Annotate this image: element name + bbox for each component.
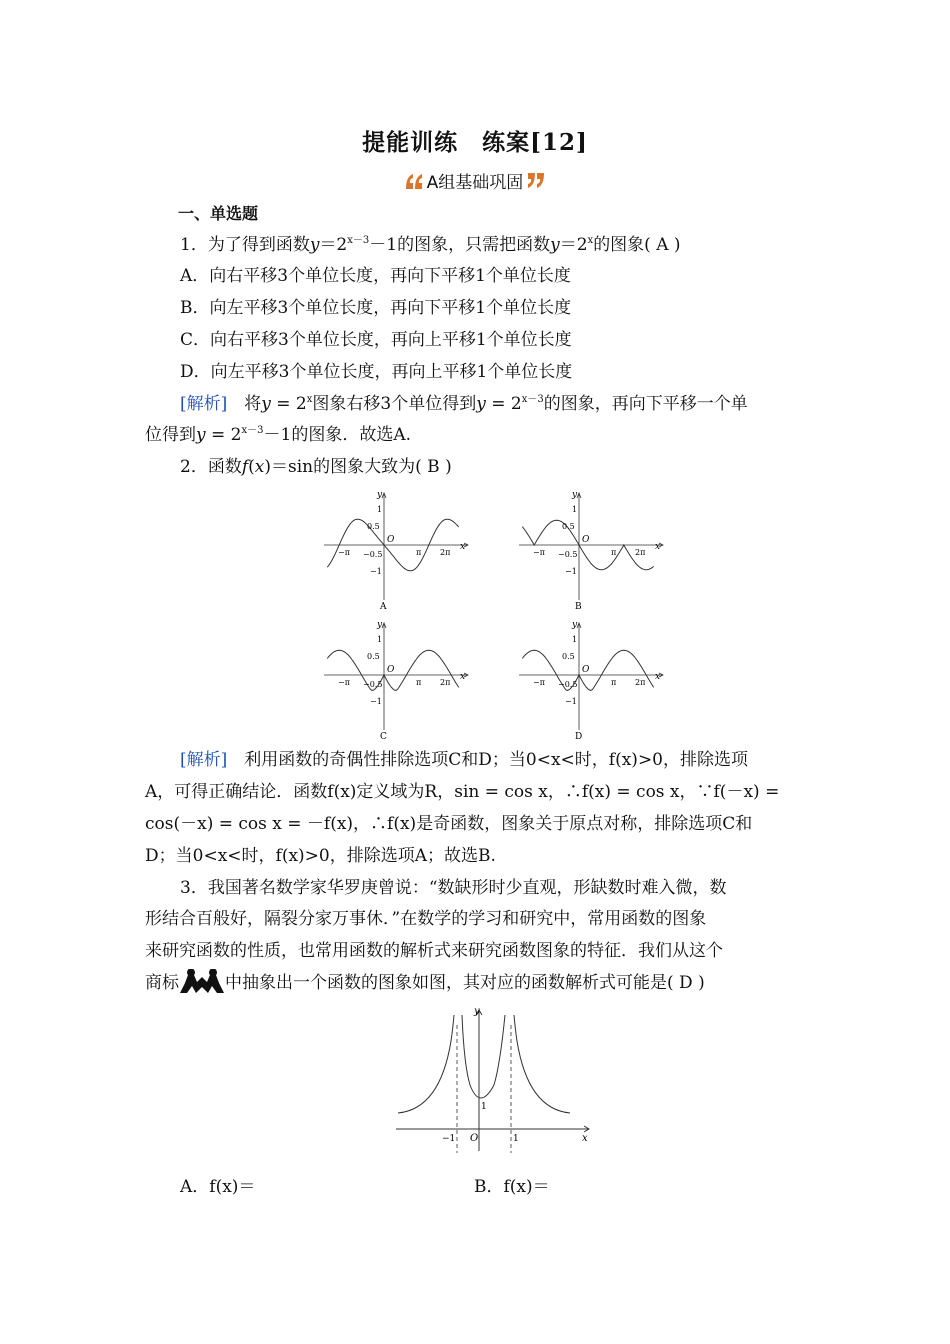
q2-panel-d-label-y: y bbox=[572, 620, 578, 630]
q1-analysis-line1 bbox=[180, 393, 845, 415]
q2-close: ) bbox=[445, 457, 452, 477]
q2-panel-d-label-two-pi: 2π bbox=[635, 678, 646, 687]
q2-answer: B bbox=[427, 457, 440, 477]
q2-panel-a-label-pi: π bbox=[416, 548, 422, 557]
q2-stem: 2．函数f(x)＝sin的图象大致为( B ) bbox=[180, 457, 452, 477]
q1-a-y2: y bbox=[476, 394, 486, 414]
q2-panel-b-label-neg-half: −0.5 bbox=[558, 550, 578, 559]
q2-panel-c-label-pi: π bbox=[416, 678, 422, 687]
q2-panel-c-label-two-pi: 2π bbox=[440, 678, 451, 687]
group-badge bbox=[404, 168, 547, 193]
q1-a-eq2: = 2 bbox=[485, 394, 522, 414]
page-title: 提能训练 练案[12] bbox=[362, 129, 588, 156]
q1-stem bbox=[180, 234, 845, 256]
q3-label-one: 1 bbox=[513, 1134, 519, 1144]
q2-panel-d-label-neg-one: −1 bbox=[565, 697, 577, 706]
q3-option-b: B．f(x)＝ bbox=[474, 1177, 550, 1197]
q1-analysis-line2 bbox=[145, 424, 810, 446]
q3-line4b: 中抽象出一个函数的图象如图，其对应的函数解析式可能是( bbox=[225, 973, 674, 993]
q2-stem-pre: 2．函数 bbox=[180, 457, 242, 477]
q1-answer: A bbox=[656, 235, 669, 255]
q3-close: ) bbox=[698, 973, 705, 993]
q3-curve-left bbox=[398, 1015, 454, 1113]
q2-panel-a-label-two-pi: 2π bbox=[440, 548, 451, 557]
q2-panel-d-label-neg-half: −0.5 bbox=[558, 680, 578, 689]
q3-label-y-one: 1 bbox=[481, 1102, 487, 1112]
q2-panel-b-label-x: x bbox=[655, 542, 661, 552]
q2-panel-c-label-neg-half: −0.5 bbox=[363, 680, 383, 689]
q1-analysis-1c: 的图象，再向下平移一个单 bbox=[543, 394, 748, 414]
q2-panel-b-label-neg-one: −1 bbox=[565, 567, 577, 576]
q3-answer: D bbox=[679, 973, 693, 993]
q2-analysis-tag: [解析] bbox=[180, 750, 228, 770]
q1-var-y2: y bbox=[550, 235, 560, 255]
q3-line4 bbox=[145, 969, 810, 994]
q3-line3: 来研究函数的性质，也常用函数的解析式来研究函数图象的特征．我们从这个 bbox=[145, 941, 723, 961]
q1-exp-a: x－3 bbox=[347, 235, 370, 246]
q2-panel-a-label-neg-half: −0.5 bbox=[363, 550, 383, 559]
q1-a-exp2: x－3 bbox=[521, 394, 544, 405]
q3-label-neg-one: −1 bbox=[442, 1134, 456, 1144]
q1-analysis-2b: －1的图象．故选A. bbox=[263, 425, 411, 445]
q2-panel-c-label-neg-one: −1 bbox=[370, 697, 382, 706]
q1-var-y: y bbox=[309, 235, 320, 255]
q1-analysis-tag: [解析] bbox=[180, 394, 228, 414]
q2-analysis-line1 bbox=[180, 749, 845, 771]
open-quote-icon bbox=[404, 171, 424, 191]
q1-option-c: C．向右平移3个单位长度，再向上平移1个单位长度 bbox=[180, 330, 572, 350]
q1-option-b: B．向左平移3个单位长度，再向下平移1个单位长度 bbox=[180, 298, 572, 318]
q1-a-exp3: x－3 bbox=[241, 425, 264, 436]
q2-panel-d-label-x: x bbox=[655, 672, 661, 682]
q2-panel-a-label-x: x bbox=[460, 542, 466, 552]
q3-curve-middle bbox=[462, 1015, 505, 1098]
q3-label-x: x bbox=[582, 1133, 588, 1144]
close-quote-icon bbox=[526, 171, 546, 191]
q1-a-eq3: = 2 bbox=[205, 425, 242, 445]
q1-a-y1: y bbox=[261, 394, 271, 414]
section-heading: 一、单选题 bbox=[178, 204, 259, 223]
q2-f: f bbox=[241, 457, 249, 477]
q2-panel-b-label-pi: π bbox=[611, 548, 617, 557]
group-heading-text: A组基础巩固 bbox=[426, 173, 524, 193]
q1-a-eq1: = 2 bbox=[270, 394, 307, 414]
q1-analysis-1a: 将 bbox=[227, 394, 262, 414]
q2-panel-d-caption: D bbox=[575, 732, 583, 742]
q2-figure bbox=[320, 488, 670, 743]
q2-panel-c-caption: C bbox=[380, 732, 387, 742]
q1-stem-pre: 1．为了得到函数 bbox=[180, 235, 310, 255]
q2-panel-a-label-half: 0.5 bbox=[367, 522, 380, 531]
group-heading bbox=[0, 168, 950, 196]
q3-graph bbox=[392, 1005, 592, 1155]
q2-panel-c-label-y: y bbox=[377, 620, 383, 630]
q1-stem-mid2: 的图象( bbox=[593, 235, 651, 255]
q2-panel-b-label-o: O bbox=[582, 535, 590, 545]
q2-panel-b-label-y: y bbox=[572, 490, 578, 500]
q3-line4a: 商标 bbox=[145, 973, 179, 993]
q2-panel-b-label-half: 0.5 bbox=[562, 522, 575, 531]
q2-panel-b-label-two-pi: 2π bbox=[635, 548, 646, 557]
q2-panel-c-label-neg-pi: −π bbox=[338, 678, 350, 687]
q2-panel-d-label-o: O bbox=[582, 665, 590, 675]
q3-option-a: A．f(x)＝ bbox=[180, 1177, 256, 1197]
q2-analysis-line2: A，可得正确结论．函数f(x)定义域为R，sin = cos x，∴f(x) = cos x，∵f(－x) = bbox=[145, 782, 780, 802]
q2-panel-a-label-o: O bbox=[387, 535, 395, 545]
q2-analysis-line3: cos(－x) = cos x = －f(x)，∴f(x)是奇函数，图象关于原点对称，排除选项C和 bbox=[145, 814, 753, 834]
q2-panel-b-caption: B bbox=[575, 602, 582, 612]
kappa-logo-icon bbox=[179, 969, 225, 993]
q1-a-exp1: x bbox=[306, 394, 313, 405]
q3-line1: 3．我国著名数学家华罗庚曾说：“数缺形时少直观，形缺数时难入微，数 bbox=[180, 878, 727, 898]
q2-stem-post: ＝sin的图象大致为( bbox=[271, 457, 422, 477]
q1-exp-b: x bbox=[587, 235, 594, 246]
q1-a-y3: y bbox=[196, 425, 206, 445]
q2-panel-c-label-x: x bbox=[460, 672, 466, 682]
q1-analysis-1b: 图象右移3个单位得到 bbox=[312, 394, 477, 414]
q2-panel-a-label-neg-one: −1 bbox=[370, 567, 382, 576]
q2-panel-a-label-neg-pi: −π bbox=[338, 548, 350, 557]
q2-panel-d-label-half: 0.5 bbox=[562, 652, 575, 661]
q2-panel-d-label-pi: π bbox=[611, 678, 617, 687]
q2-panel-c-label-one: 1 bbox=[377, 635, 383, 644]
q2-panel-a-caption: A bbox=[380, 602, 387, 612]
q2-panel-c-label-o: O bbox=[387, 665, 395, 675]
q2-analysis-1: 利用函数的奇偶性排除选项C和D；当0<x<时，f(x)>0，排除选项 bbox=[227, 750, 748, 770]
q2-panel-d-label-neg-pi: −π bbox=[533, 678, 545, 687]
q2-panel-a-label-y: y bbox=[377, 490, 383, 500]
q2-panel-c-label-half: 0.5 bbox=[367, 652, 380, 661]
q2-analysis-line4: D；当0<x<时，f(x)>0，排除选项A；故选B. bbox=[145, 846, 496, 866]
q2-x: x bbox=[254, 457, 265, 477]
q1-option-a: A．向右平移3个单位长度，再向下平移1个单位长度 bbox=[180, 266, 571, 286]
q3-line2: 形结合百般好，隔裂分家万事休．”在数学的学习和研究中，常用函数的图象 bbox=[145, 909, 707, 929]
q1-stem-mid1: －1的图象，只需把函数 bbox=[369, 235, 551, 255]
q2-panel-a-label-one: 1 bbox=[377, 505, 383, 514]
q1-analysis-2a: 位得到 bbox=[145, 425, 196, 445]
q3-label-y: y bbox=[474, 1006, 480, 1017]
q3-curve-right bbox=[514, 1015, 570, 1113]
q3-label-o: O bbox=[470, 1133, 479, 1144]
q1-close: ) bbox=[673, 235, 681, 255]
q1-eq: ＝2 bbox=[319, 235, 348, 255]
q2-panel-b-label-one: 1 bbox=[572, 505, 578, 514]
q1-option-d: D．向左平移3个单位长度，再向上平移1个单位长度 bbox=[180, 362, 573, 382]
q1-eq2: ＝2 bbox=[559, 235, 588, 255]
q2-panel-b-label-neg-pi: −π bbox=[533, 548, 545, 557]
q2-panel-d-label-one: 1 bbox=[572, 635, 578, 644]
